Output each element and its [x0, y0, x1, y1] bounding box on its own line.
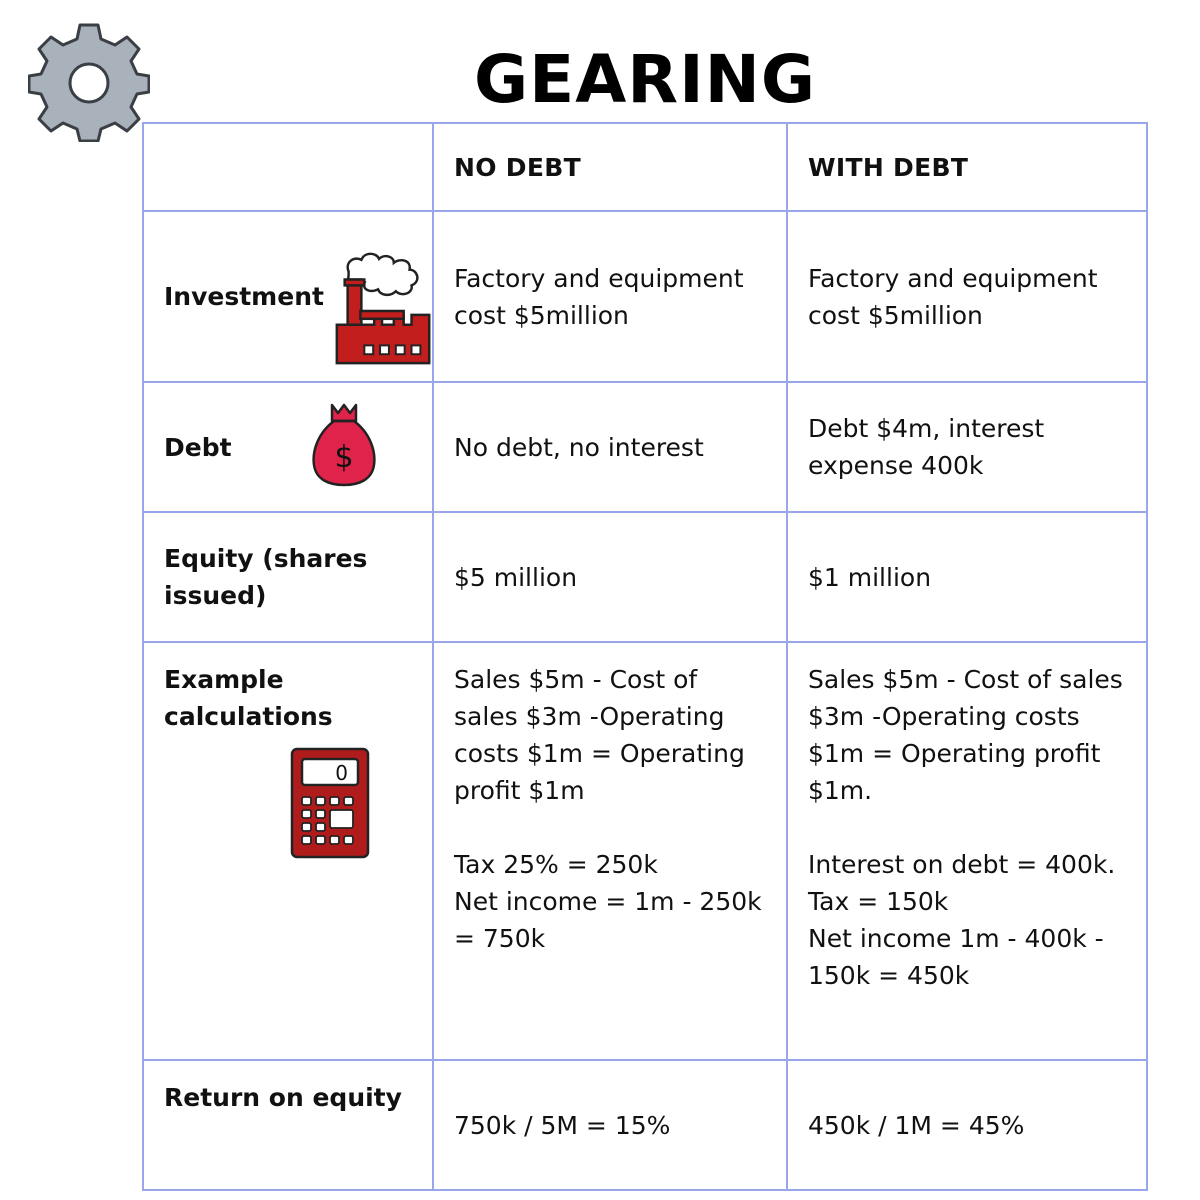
table-row [143, 1060, 1147, 1190]
table-row [143, 642, 1147, 1060]
calculator-icon [290, 747, 370, 859]
cell-with-debt: Sales $5m - Cost of sales $3m -Operating costs $1m = Operating profit $1m. Interest on debt = 400k. Tax = 150k Net income 1m - 400k - 150k = 450k [787, 642, 1147, 1060]
header-empty-cell [143, 123, 433, 211]
money-bag-icon [312, 401, 376, 487]
row-label-return-on-equity: Return on equity [143, 1060, 433, 1190]
page-title: GEARING [473, 41, 817, 118]
cell-with-debt: Debt $4m, interest expense 400k [787, 382, 1147, 512]
header-row [143, 123, 1147, 211]
row-label-investment: Investment [164, 282, 324, 311]
cell-no-debt: Factory and equipment cost $5million [433, 211, 787, 382]
gear-icon [28, 20, 150, 142]
table-row [143, 382, 1147, 512]
cell-no-debt: 750k / 5M = 15% [433, 1060, 787, 1190]
row-label-cell [143, 642, 433, 1060]
factory-icon [334, 250, 434, 368]
header-no-debt: NO DEBT [433, 123, 787, 211]
gearing-table [142, 122, 1148, 1191]
row-label-example-calculations: Example calculations [164, 665, 333, 731]
cell-with-debt: Factory and equipment cost $5million [787, 211, 1147, 382]
cell-no-debt: $5 million [433, 512, 787, 642]
cell-with-debt: 450k / 1M = 45% [787, 1060, 1147, 1190]
cell-no-debt: No debt, no interest [433, 382, 787, 512]
row-label-debt: Debt [164, 432, 232, 462]
row-label-equity: Equity (shares issued) [143, 512, 433, 642]
table-row [143, 512, 1147, 642]
row-label-cell [143, 211, 433, 382]
row-label-cell [143, 382, 433, 512]
table-row [143, 211, 1147, 382]
cell-with-debt: $1 million [787, 512, 1147, 642]
money-bag-symbol: $ [334, 440, 354, 475]
calculator-display: 0 [335, 761, 348, 785]
cell-no-debt: Sales $5m - Cost of sales $3m -Operating costs $1m = Operating profit $1m Tax 25% = 250k Net income = 1m - 250k = 750k [433, 642, 787, 1060]
header-with-debt: WITH DEBT [787, 123, 1147, 211]
